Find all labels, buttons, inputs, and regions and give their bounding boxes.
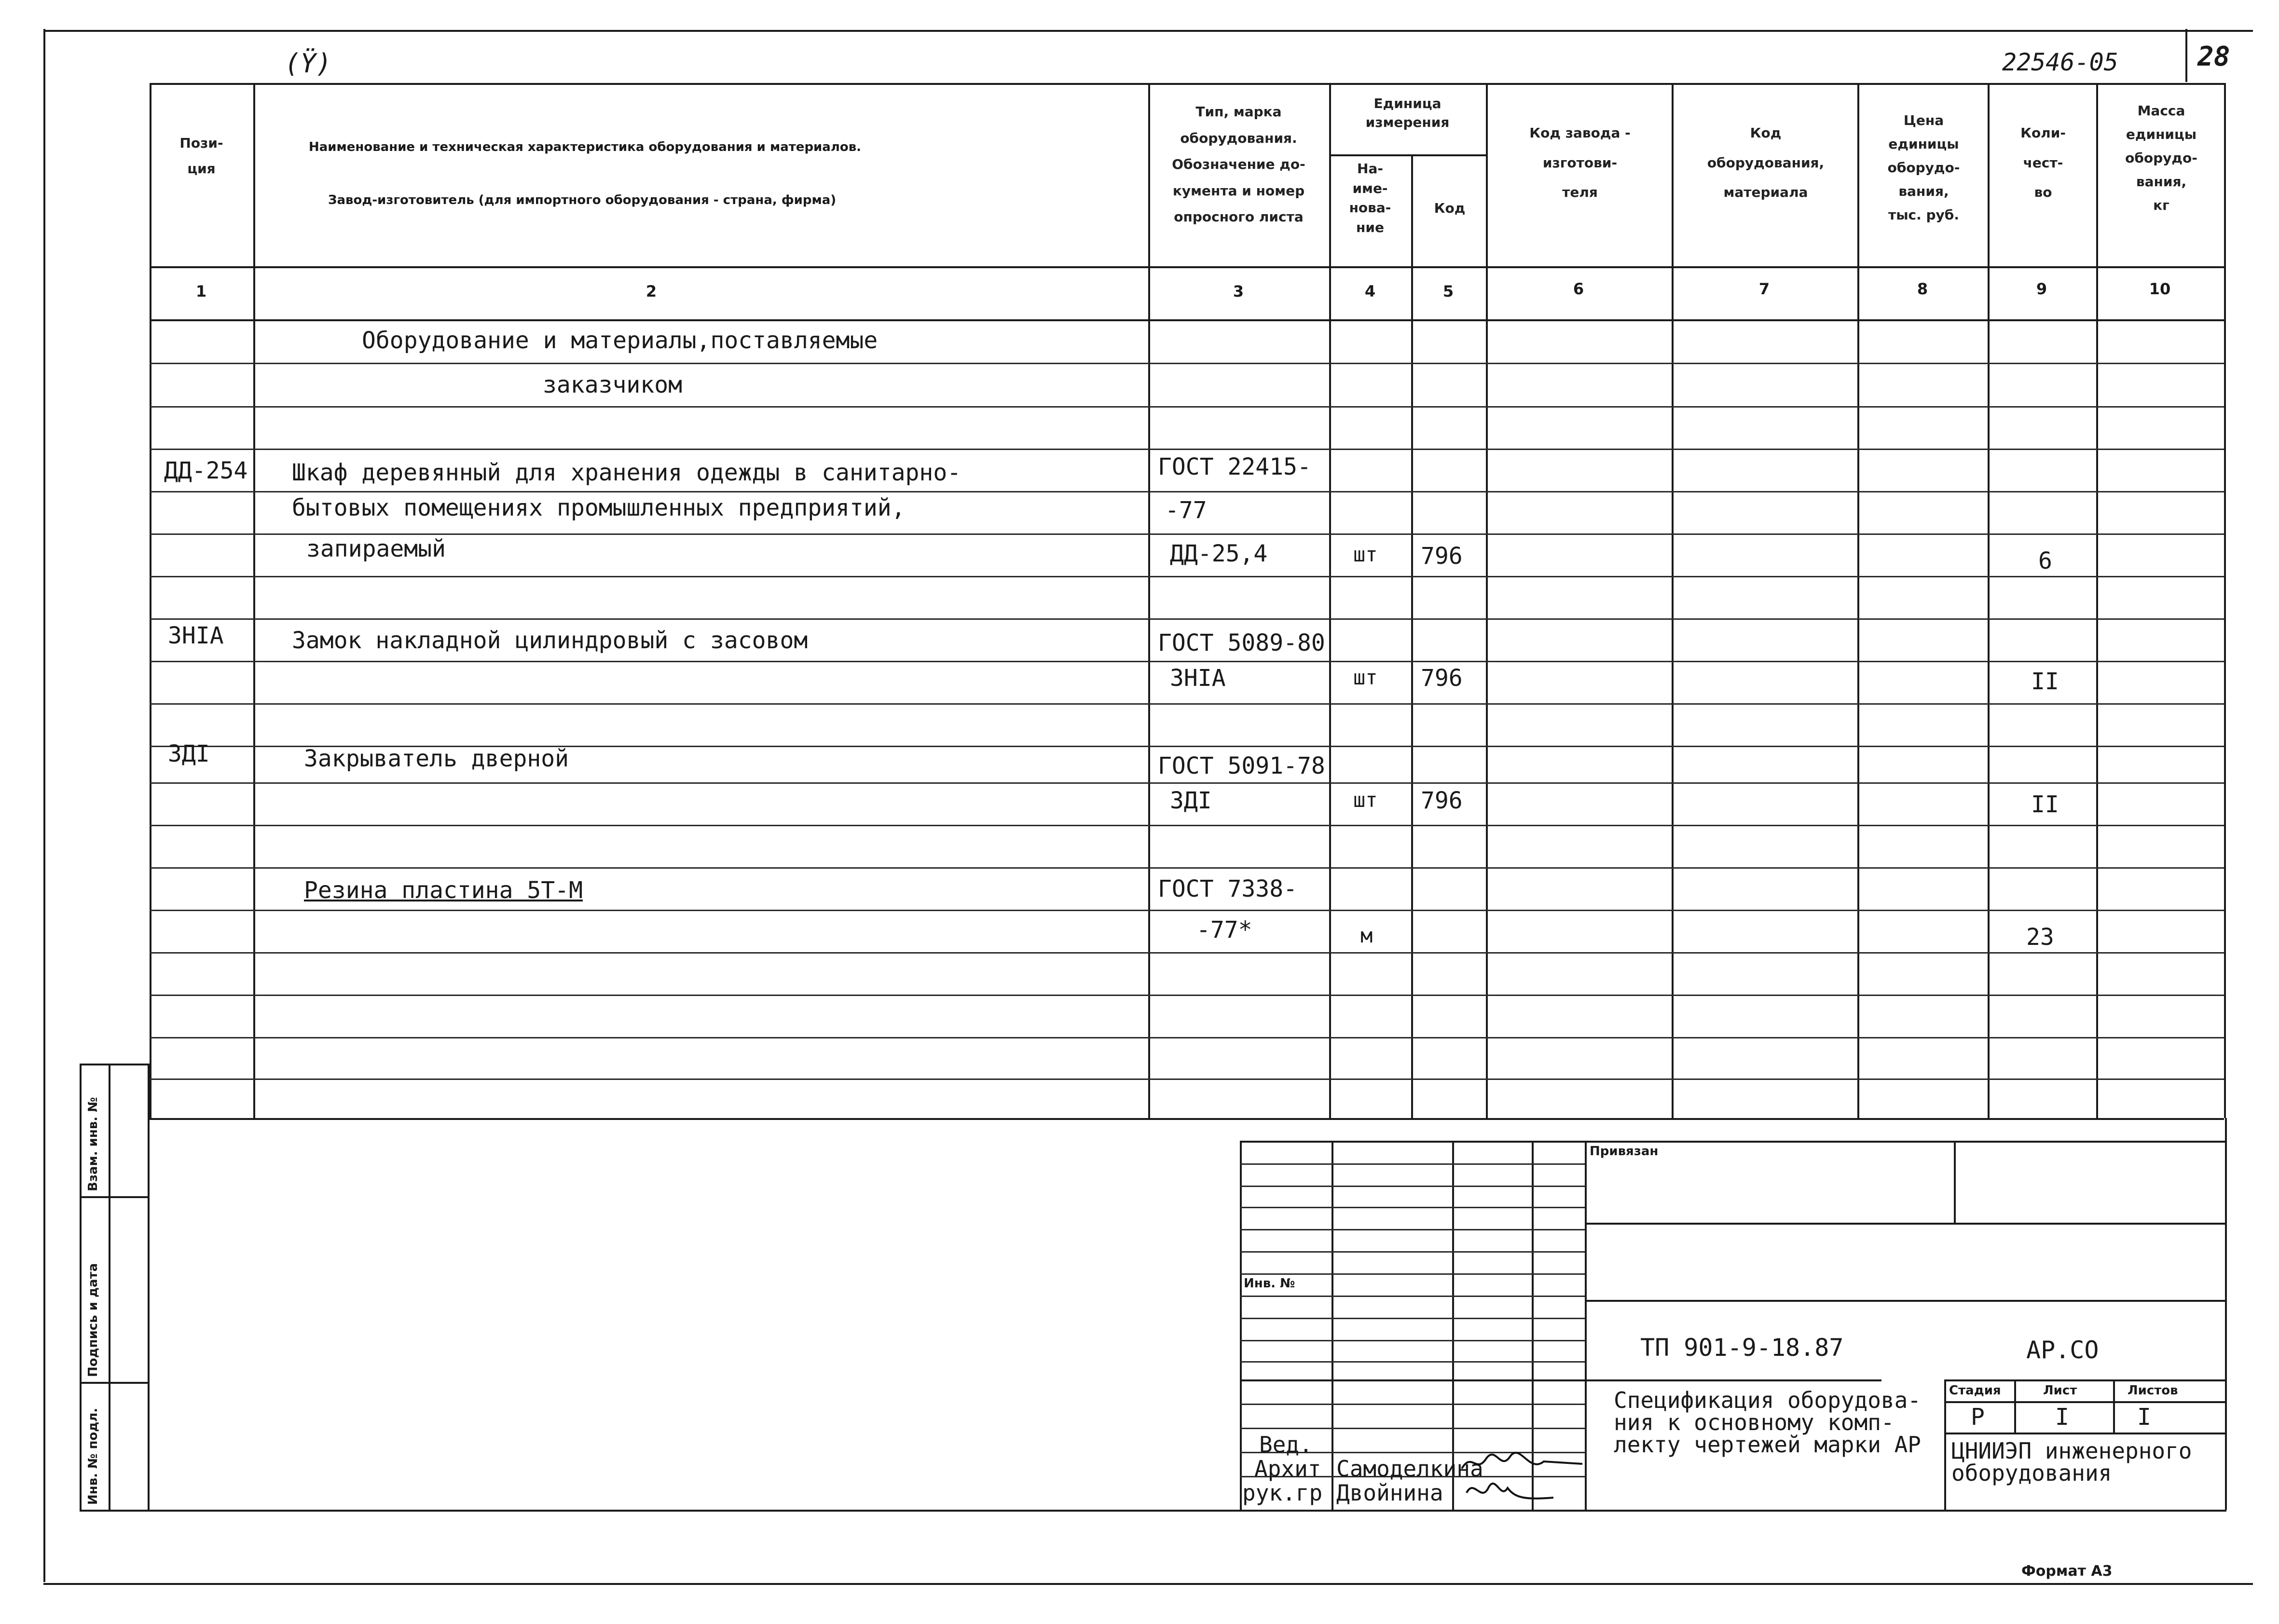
tb-name-arch: Самоделкина [1336,1456,1483,1482]
header-unit-group: Единица измерения [1365,96,1450,131]
header-name-line1: Наименование и техническая характеристика оборудования и материалов. [309,140,862,154]
section-title-line2: заказчиком [543,371,682,398]
tb-grid-row [1240,1428,1585,1429]
tb-grid-row [1240,1251,1585,1253]
row4-quantity: 23 [2026,924,2054,951]
col-sep-5 [1411,154,1413,1118]
tb-project-bottom [1585,1300,2226,1302]
row2-position: 3HIA [168,622,224,649]
row3-unit: шт [1353,788,1378,812]
row4-unit: м [1360,924,1373,947]
col-number-9: 9 [2036,280,2047,298]
row-line [150,618,2224,620]
tb-sheet-value: I [2055,1404,2069,1431]
header-price: Цена единицы оборудо- вания, тыс. руб. [1887,112,1960,223]
tb-grid-row [1240,1273,1585,1275]
row-line [150,449,2224,450]
tb-sheet-label: Лист [2043,1383,2077,1398]
tb-grid-row [1240,1186,1585,1187]
side-stamp-right [148,1064,150,1510]
table-top [150,83,2224,85]
row-line [150,867,2224,869]
tb-right [2225,1118,2227,1510]
tb-stage-split1 [2014,1379,2016,1433]
tb-sheets-label: Листов [2128,1383,2178,1398]
row1-quantity: 6 [2038,547,2052,574]
tb-organization: ЦНИИЭП инженерного оборудования [1951,1438,2192,1486]
row2-type-line2: 3HIA [1170,665,1226,692]
row2-name: Замок накладной цилиндровый с засовом [292,627,808,654]
side-stamp-mid [109,1064,110,1510]
row3-quantity: II [2031,791,2059,818]
unit-group-divider [1329,154,1486,156]
tb-mark: АР.СО [2026,1336,2099,1364]
col-sep-3 [1148,83,1150,1118]
tb-grid-row [1240,1404,1585,1405]
tb-grid-v1 [1332,1141,1333,1510]
row3-position: ЗДI [168,740,210,767]
row-line [150,406,2224,408]
tb-stage-split2 [2113,1379,2115,1433]
corner-mark: (Ÿ) [285,48,332,79]
tb-stage-labels-bottom [1944,1401,2226,1403]
row-line [150,363,2224,364]
tb-desc-bottom-split [1240,1379,1881,1381]
col-number-10: 10 [2149,280,2171,298]
row1-unit-code: 796 [1421,543,1463,570]
row1-name-line2: бытовых помещениях промышленных предприятий, [292,494,906,521]
header-quantity: Коли- чест- во [2020,125,2066,201]
row1-name-line3: запираемый [306,535,446,562]
side-stamp-div2 [80,1382,150,1384]
header-type: Тип, марка оборудования. Обозначение до- кумента и номер опросного листа [1172,104,1305,225]
row2-unit: шт [1353,666,1378,689]
row1-unit: шт [1353,543,1378,566]
doc-number: 22546-05 [2002,48,2118,76]
header-equipment-code: Код оборудования, материала [1707,125,1825,201]
row-line [150,952,2224,954]
row1-name-line1: Шкаф деревянный для хранения одежды в санитарно- [292,459,961,486]
row4-name: Резина пластина 5Т-М [304,877,583,904]
row4-type-line2: -77* [1196,916,1252,943]
row-line [150,995,2224,996]
col-number-8: 8 [1917,280,1928,298]
header-position: Пози- ция [179,135,223,177]
side-stamp-div1 [80,1196,150,1198]
row3-type-line1: ГОСТ 5091-78 [1158,752,1325,779]
row-line [150,782,2224,784]
row1-type-line2: -77 [1165,497,1207,524]
tb-grid-row [1240,1296,1585,1297]
row1-type-line3: ДД-25,4 [1170,540,1268,567]
tb-grid-v2 [1452,1141,1454,1510]
col-number-5: 5 [1442,282,1454,300]
row3-unit-code: 796 [1421,787,1463,814]
row2-type-line1: ГОСТ 5089-80 [1158,629,1325,656]
tb-privyazan-split [1954,1141,1956,1223]
tb-stage-value: Р [1971,1404,1985,1431]
col-sep-10 [2096,83,2098,1118]
row-line [150,1078,2224,1080]
col-sep-4 [1329,83,1331,1118]
page-number-divider [2185,29,2187,82]
tb-inv-label: Инв. № [1244,1276,1295,1291]
side-stamp-left [80,1064,82,1510]
row4-type-line1: ГОСТ 7338- [1158,875,1297,902]
row3-name: Закрыватель дверной [304,745,569,772]
row-line [150,910,2224,911]
row-line [150,576,2224,577]
row-line [150,491,2224,492]
row-line [150,825,2224,826]
tb-grid-row [1240,1207,1585,1208]
frame-bottom [43,1583,2253,1585]
side-stamp-bottom [80,1510,2226,1512]
row-line [150,1037,2224,1038]
tb-description: Спецификация оборудова- ния к основному комп- лекту чертежей марки АР [1614,1387,1921,1458]
tb-stage-labels-top [1944,1379,2226,1381]
header-bottom [150,266,2224,268]
row2-unit-code: 796 [1421,665,1463,692]
col-sep-11 [2224,83,2226,1118]
col-number-1: 1 [195,282,207,300]
col-number-2: 2 [645,282,657,300]
tb-sheets-value: I [2137,1404,2151,1431]
tb-role-ved: Вед. [1259,1432,1313,1458]
page-number: 28 [2197,41,2230,72]
row-line [150,533,2224,535]
number-row-bottom [150,319,2224,321]
table-bottom [150,1118,2224,1120]
header-unit-code: Код [1434,200,1466,216]
header-unit-name: На- име- нова- ние [1349,161,1391,235]
tb-top [1240,1141,2226,1143]
tb-stage-values-bottom [1944,1433,2226,1434]
row1-type-line1: ГОСТ 22415- [1158,453,1311,480]
header-name-line2: Завод-изготовитель (для импортного оборудования - страна, фирма) [328,193,837,207]
tb-grid-row [1240,1163,1585,1165]
section-title-line1: Оборудование и материалы,поставляемые [362,327,878,354]
header-factory-code: Код завода - изготови- теля [1529,125,1631,201]
side-stamp-replace-inv: Взам. инв. № [86,1097,100,1191]
side-stamp-signature-date: Подпись и дата [86,1263,100,1377]
header-mass: Масса единицы оборудо- вания, кг [2125,103,2197,213]
col-number-4: 4 [1364,282,1376,300]
format-label: Формат А3 [2021,1563,2113,1580]
tb-stage-label: Стадия [1949,1383,2001,1398]
col-sep-1 [150,83,151,1118]
col-sep-9 [1988,83,1990,1118]
tb-name-head: Двойнина [1336,1480,1443,1506]
col-sep-6 [1486,83,1488,1118]
col-sep-8 [1857,83,1859,1118]
tb-grid-row [1240,1340,1585,1341]
tb-role-head: рук.гр [1242,1480,1323,1506]
tb-grid-row [1240,1229,1585,1230]
side-stamp-top [80,1064,150,1065]
signature-head-icon [1462,1474,1558,1507]
tb-privyazan-label: Привязан [1590,1144,1659,1159]
tb-project-code: ТП 901-9-18.87 [1640,1334,1844,1362]
row3-type-line2: ЗДI [1170,787,1212,814]
frame-left [43,29,45,1582]
col-number-7: 7 [1758,280,1770,298]
col-number-3: 3 [1233,282,1244,300]
tb-grid-row [1240,1361,1585,1363]
tb-privyazan-bottom [1585,1223,2226,1225]
row1-position: ДД-254 [164,457,248,484]
row2-quantity: II [2031,668,2059,695]
frame-top [43,30,2253,32]
tb-role-arch: Архит [1254,1456,1321,1482]
col-sep-7 [1672,83,1674,1118]
col-number-6: 6 [1573,280,1584,298]
row-line [150,661,2224,662]
tb-left [1240,1141,1242,1510]
row-line [150,703,2224,705]
side-stamp-original-inv: Инв. № подл. [86,1407,100,1505]
tb-grid-row [1240,1318,1585,1319]
col-sep-2 [253,83,255,1118]
tb-stage-left [1944,1379,1946,1510]
